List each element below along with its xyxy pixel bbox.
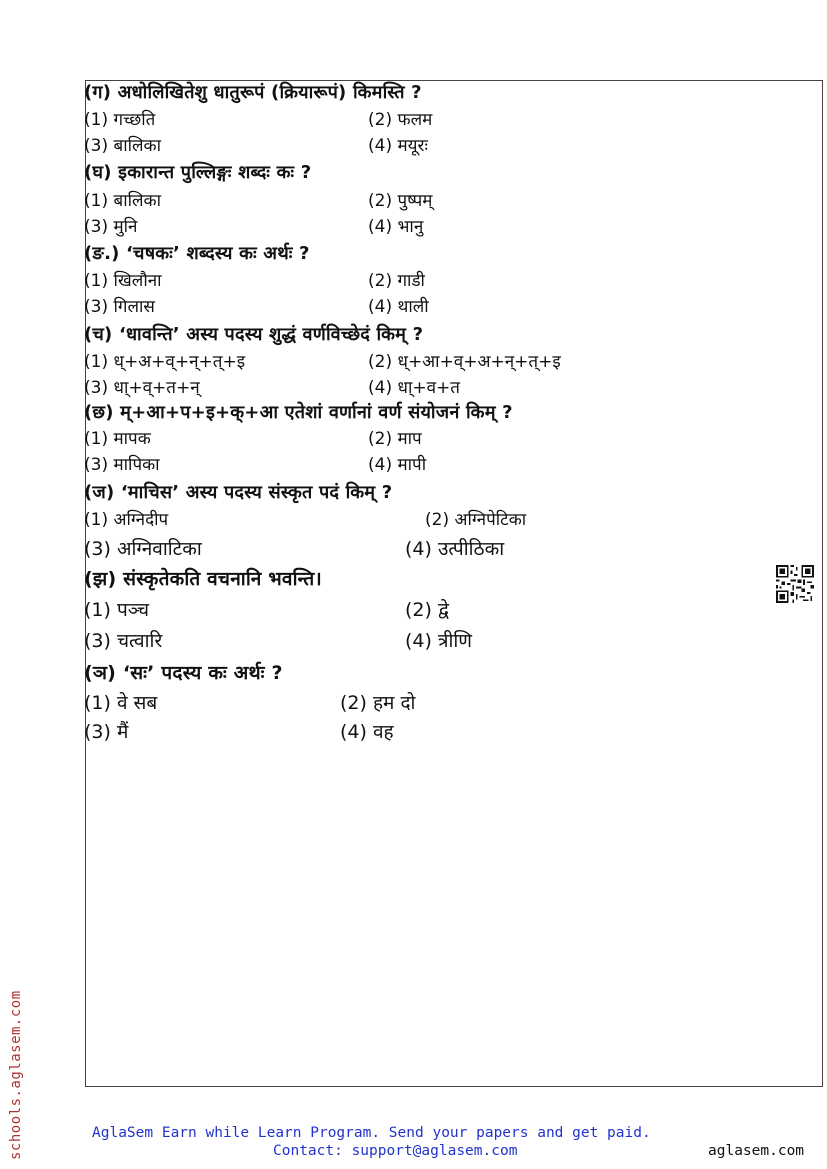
footer-site-text: aglasem.com xyxy=(708,1143,805,1159)
footer-program-text: AglaSem Earn while Learn Program. Send your papers and get paid. xyxy=(92,1125,651,1141)
question-ga: (ग) अधोलिखितेशु धातुरूपं (क्रियारूपं) किमस्ति ? xyxy=(84,82,422,103)
option: (2) ध्+आ+व्+अ+न्+त्+इ xyxy=(368,352,561,372)
option: (1) पञ्च xyxy=(84,599,150,621)
qr-code-icon xyxy=(776,565,814,603)
option: (1) वे सब xyxy=(84,692,158,714)
option: (4) मयूरः xyxy=(368,136,428,156)
option: (4) थाली xyxy=(368,297,429,317)
option: (3) गिलास xyxy=(84,297,155,317)
option: (3) मुनि xyxy=(84,217,138,237)
option: (4) उत्पीठिका xyxy=(405,538,505,560)
option: (3) अग्निवाटिका xyxy=(84,538,202,560)
option: (1) बालिका xyxy=(84,191,161,211)
option: (3) चत्वारि xyxy=(84,630,163,652)
option: (2) अग्निपेटिका xyxy=(425,510,527,530)
option: (1) मापक xyxy=(84,429,151,449)
option: (1) अग्निदीप xyxy=(84,510,169,530)
option: (4) भानु xyxy=(368,217,424,237)
question-ja: (ज) ‘माचिस’ अस्य पदस्य संस्कृत पदं किम् ? xyxy=(84,482,393,503)
option: (1) ध्+अ+व्+न्+त्+इ xyxy=(84,352,246,372)
option: (2) माप xyxy=(368,429,422,449)
option: (4) मापी xyxy=(368,455,427,475)
question-chha: (छ) म्+आ+प+इ+क्+आ एतेशां वर्णानां वर्ण संयोजनं किम् ? xyxy=(84,402,513,423)
option: (4) वह xyxy=(340,721,394,743)
option: (3) धा्+व्+त+न् xyxy=(84,378,200,398)
option: (2) पुष्पम् xyxy=(368,191,433,211)
option: (1) गच्छति xyxy=(84,110,156,130)
option: (2) हम दो xyxy=(340,692,416,714)
side-watermark: schools.aglasem.com xyxy=(8,990,24,1160)
option: (4) धा्+व+त xyxy=(368,378,460,398)
option: (2) फलम xyxy=(368,110,433,130)
question-gha: (घ) इकारान्त पुल्लिङ्गः शब्दः कः ? xyxy=(84,162,312,183)
question-jha: (झ) संस्कृतेकति वचनानि भवन्ति। xyxy=(84,568,322,590)
option: (1) खिलौना xyxy=(84,271,162,291)
question-nga: (ङ.) ‘चषकः’ शब्दस्य कः अर्थः ? xyxy=(84,243,310,264)
question-nya: (ञ) ‘सः’ पदस्य कः अर्थः ? xyxy=(84,662,283,684)
option: (3) मापिका xyxy=(84,455,160,475)
question-cha: (च) ‘धावन्ति’ अस्य पदस्य शुद्धं वर्णविच्छेदं किम् ? xyxy=(84,324,424,345)
option: (2) गाडी xyxy=(368,271,425,291)
option: (3) बालिका xyxy=(84,136,161,156)
option: (4) त्रीणि xyxy=(405,630,473,652)
option: (3) मैं xyxy=(84,721,129,743)
option: (2) द्वे xyxy=(405,599,449,621)
footer-contact-text: Contact: support@aglasem.com xyxy=(273,1143,518,1159)
